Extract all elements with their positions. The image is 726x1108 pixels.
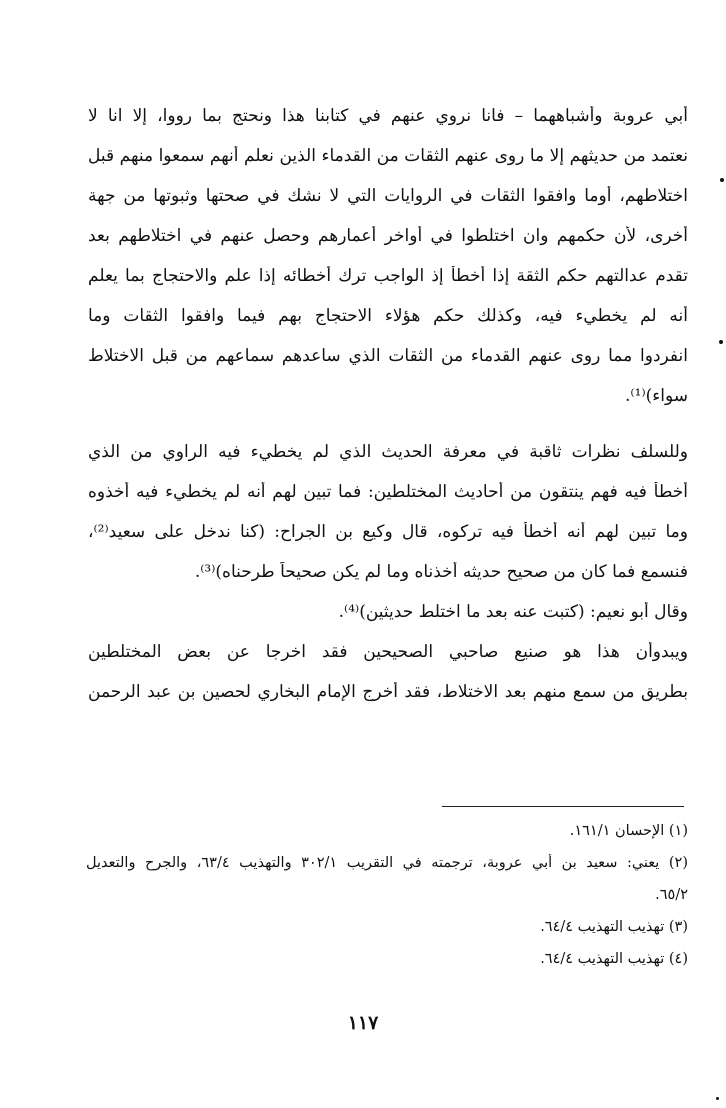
footnotes <box>86 822 688 982</box>
footnote: (٣) تهذيب التهذيب ٦٤/٤. <box>540 919 688 935</box>
text-line: فنسمع فما كان من صحيح حديثه أخذناه وما لم يكن صحيحاً طرحناه)⁽³⁾. <box>194 562 688 582</box>
footnote: (٢) يعني: سعيد بن أبي عروبة، ترجمته في التقريب ٣٠٢/١ والتهذيب ٦٣/٤، والجرح والتعديل <box>86 855 688 871</box>
text-line: ويبدوأن هذا هو صنيع صاحبي الصحيحين فقد اخرجا عن بعض المختلطين <box>88 642 688 662</box>
text-line: وللسلف نظرات ثاقبة في معرفة الحديث الذي لم يخطيء فيه الراوي من الذي <box>88 442 688 462</box>
margin-mark <box>719 340 723 344</box>
text-line: أخطأ فيه فهم ينتقون من أحاديث المختلطين: فما تبين لهم أنه لم يخطيء فيه أخذوه <box>88 482 688 502</box>
text-line: انفردوا مما روى عنهم القدماء من الثقات الذي ساعدهم سماعهم من قبل الاختلاط <box>88 346 688 366</box>
footnote-separator <box>442 806 684 807</box>
margin-mark <box>716 1097 719 1100</box>
text-line: أبي عروبة وأشباههما – فانا نروي عنهم في كتابنا هذا ونحتج بما رووا، إلا انا لا <box>88 106 688 126</box>
footnote: (١) الإحسان ١٦١/١. <box>569 823 688 839</box>
text-line: بطريق من سمع منهم بعد الاختلاط، فقد أخرج الإمام البخاري لحصين بن عبد الرحمن <box>88 682 688 702</box>
text-line: وما تبين لهم أنه أخطأ فيه تركوه، قال وكيع بن الجراح: (كنا ندخل على سعيد⁽²⁾، <box>88 522 688 542</box>
text-line: سواء)⁽¹⁾. <box>625 386 688 406</box>
margin-mark <box>720 178 724 182</box>
footnote: (٤) تهذيب التهذيب ٦٤/٤. <box>540 951 688 967</box>
footnote-continuation: ٦٥/٢. <box>655 887 688 903</box>
text-line: أنه لم يخطيء فيه، وكذلك حكم هؤلاء الاحتجاج بهم فيما وافقوا الثقات وما <box>88 306 688 326</box>
text-line: نعتمد من حديثهم إلا ما روى عنهم الثقات من القدماء الذين نعلم أنهم سمعوا منهم قبل <box>88 146 688 166</box>
text-line: وقال أبو نعيم: (كتبت عنه بعد ما اختلط حديثين)⁽⁴⁾. <box>338 602 688 622</box>
text-line: تقدم عدالتهم حكم الثقة إذا أخطأ إذ الواجب ترك أخطائه إذا علم والاحتجاج بما يعلم <box>88 266 688 286</box>
text-line: أخرى، لأن حكمهم وان اختلطوا في أواخر أعمارهم وحصل عنهم في اختلاطهم بعد <box>88 226 688 246</box>
main-text <box>88 106 688 722</box>
page-number: ١١٧ <box>347 1012 379 1034</box>
text-line: اختلاطهم، أوما وافقوا الثقات في الروايات التي لا نشك في صحتها وثبوتها من جهة <box>88 186 688 206</box>
